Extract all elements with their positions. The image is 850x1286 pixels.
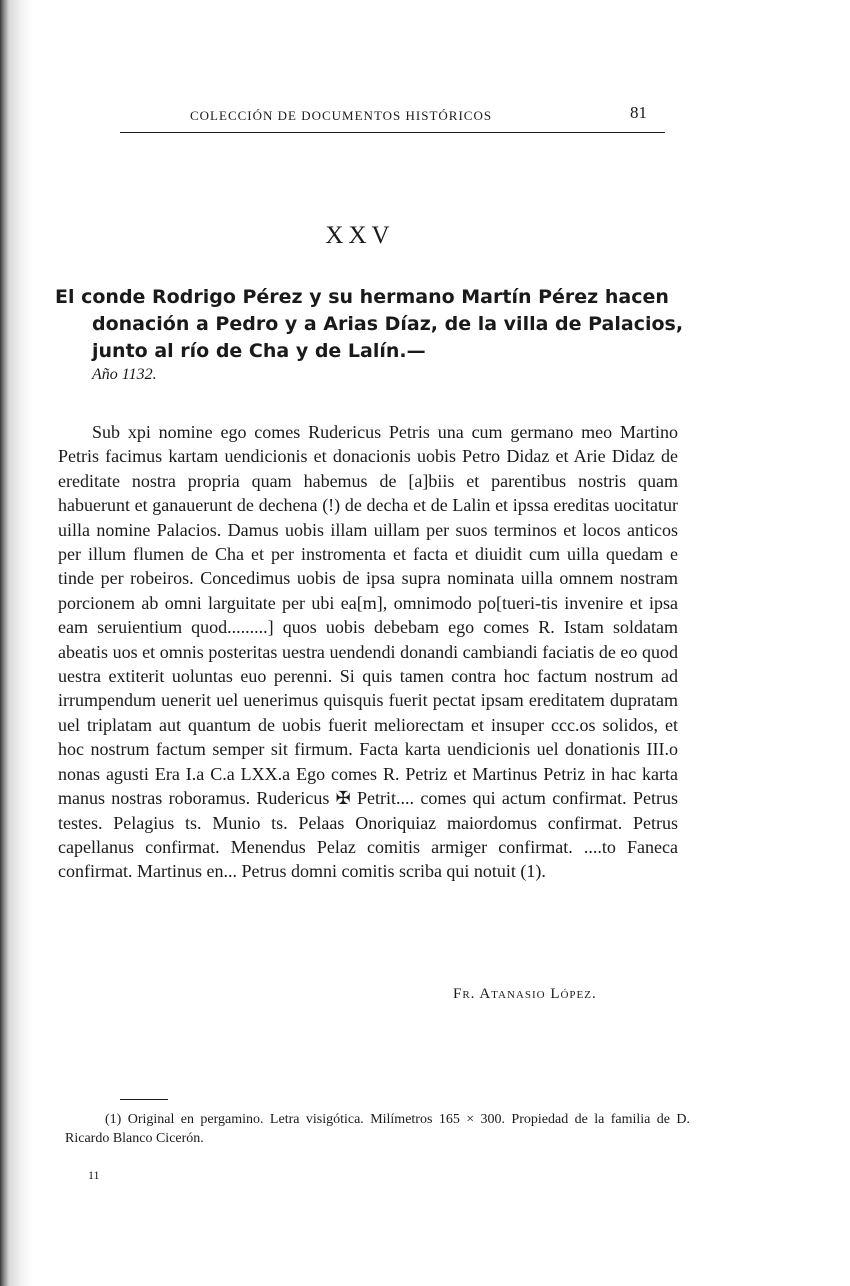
running-header: [120, 100, 665, 133]
footnote-text: (1) Original en pergamino. Letra visigótica. Milímetros 165 × 300. Propiedad de la familia de D. Ricardo Blanco Cicerón.: [65, 1112, 690, 1146]
running-title: COLECCIÓN DE DOCUMENTOS HISTÓRICOS: [190, 108, 493, 123]
page-number: 81: [630, 103, 647, 122]
footnote-divider: [120, 1099, 168, 1100]
document-date: Año 1132.: [92, 366, 157, 383]
footnote: [65, 1110, 690, 1148]
printer-signature-mark: 11: [88, 1168, 100, 1182]
chapter-numeral: XXV: [325, 222, 395, 249]
scan-page-edge: [0, 0, 34, 1286]
author-signature: Fr. Atanasio López.: [453, 986, 597, 1002]
body-paragraph: Sub xpi nomine ego comes Rudericus Petris una cum germano meo Martino Petris facimus kartam uendicionis et donacionis uobis Petro Didaz et Arie Didaz de ereditate nostra propria quam habemus de [a]biis et parentibus nostris quam habuerunt et ganauerunt de dechena (!) de decha et de Lalin et ipssa ereditas uocitatur uilla nomine Palacios. Damus uobis illam uillam per suos terminos et locos anticos per illum flumen de Cha et per instromenta et facta et diuidit cum uilla quedam e tinde per robeiros. Concedimus uobis de ipsa supra nominata uilla omnem nostram porcionem ab omni larguitate per ubi ea[m], omnimodo po[tueri-tis invenire et ipsa eam seruientium quod.........] quos uobis debebam ego comes R. Istam soldatam abeatis uos et omnis posteritas uestra uendendi donandi cambiandi faciatis de eo quod uestra extiterit uoluntas euo perenni. Si quis tamen contra hoc factum nostrum ad irrumpendum uenerit uel uenerimus quisquis fuerit pectat ipsam ereditatem dupratam uel triplatam aut quantum de uobis fuerit meliorectam et insuper ccc.os solidos, et hoc nostrum factum semper sit firmum. Facta karta uendicionis uel donationis III.o nonas agusti Era I.a C.a LXX.a Ego comes R. Petriz et Martinus Petriz in hac karta manus nostras roboramus. Rudericus ✠ Petrit.... comes qui actum confirmat. Petrus testes. Pelagius ts. Munio ts. Pelaas Onoriquiaz maiordomus confirmat. Petrus capellanus confirmat. Menendus Pelaz comitis armiger confirmat. ....to Faneca confirmat. Martinus en... Petrus domni comitis scriba qui notuit (1).: [58, 422, 678, 882]
document-body: [58, 420, 678, 884]
document-title: El conde Rodrigo Pérez y su hermano Martín Pérez hacen donación a Pedro y a Arias Díaz, de la villa de Palacios, junto al río de Cha y de Lalín.—: [55, 286, 684, 362]
